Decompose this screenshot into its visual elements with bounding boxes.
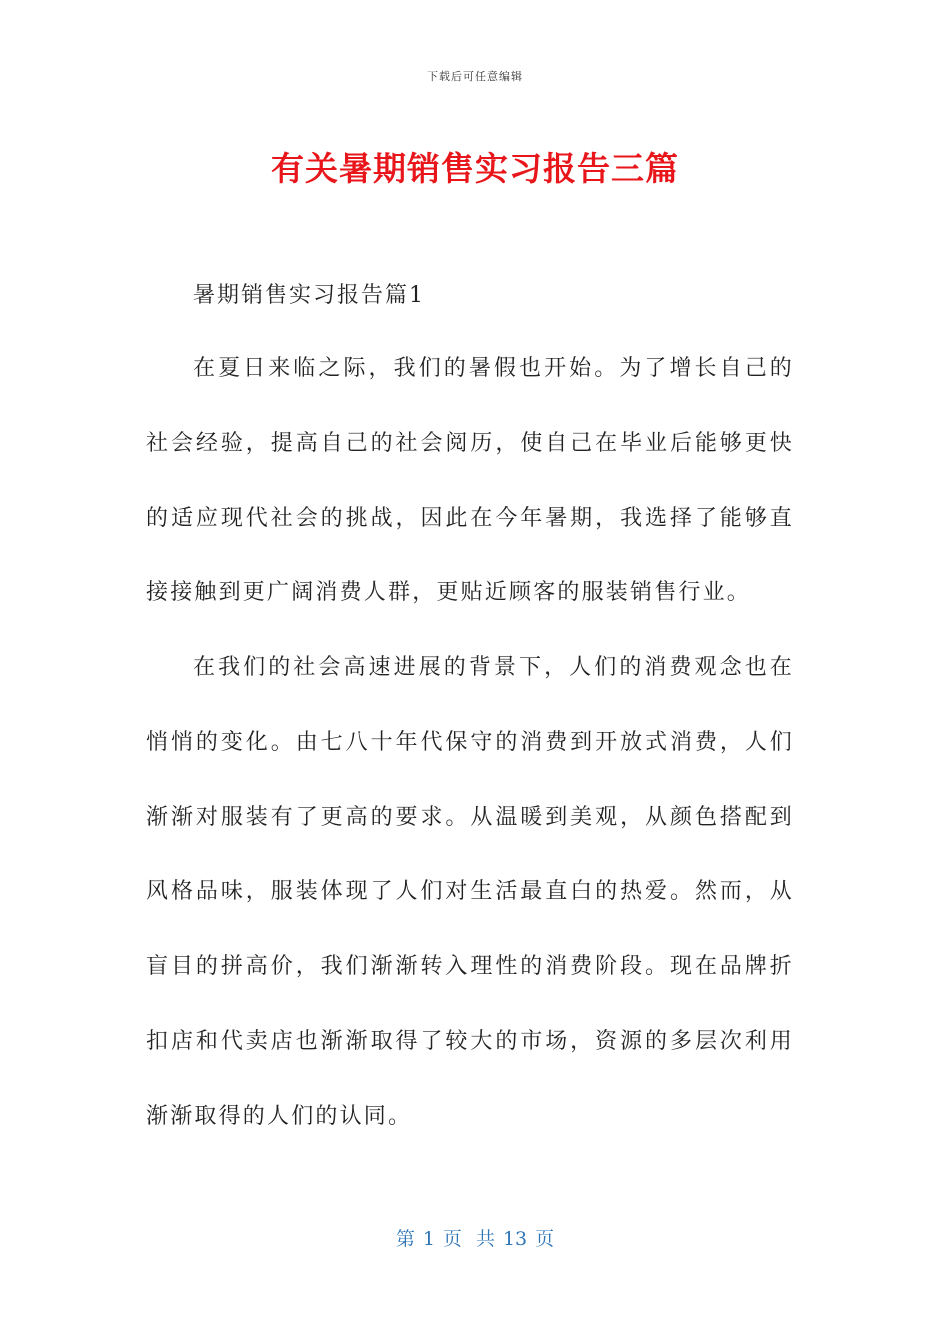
- page-number-footer: [0, 1224, 950, 1251]
- footer-suffix: 页: [535, 1228, 555, 1250]
- footer-prefix: 第: [395, 1228, 415, 1250]
- current-page-number: 1: [422, 1228, 435, 1250]
- footer-middle: 页 共: [442, 1228, 495, 1250]
- document-title: 有关暑期销售实习报告三篇: [271, 149, 679, 188]
- total-pages-number: 13: [502, 1228, 528, 1250]
- body-paragraph: 在我们的社会高速进展的背景下，人们的消费观念也在悄悄的变化。由七八十年代保守的消费到开放式消费，人们渐渐对服装有了更高的要求。从温暖到美观，从颜色搭配到风格品味，服装体现了人们对生活最直白的热爱。然而，从盲目的拼高价，我们渐渐转入理性的消费阶段。现在品牌折扣店和代卖店也渐渐取得了较大的市场，资源的多层次利用渐渐取得的人们的认同。: [146, 655, 794, 1129]
- header-note: 下载后可任意编辑: [427, 70, 523, 83]
- body-paragraph: 在夏日来临之际，我们的暑假也开始。为了增长自己的社会经验，提高自己的社会阅历，使自己在毕业后能够更快的适应现代社会的挑战，因此在今年暑期，我选择了能够直接接触到更广阔消费人群，更贴近顾客的服装销售行业。: [146, 356, 794, 606]
- section-heading: 暑期销售实习报告篇1: [193, 283, 425, 308]
